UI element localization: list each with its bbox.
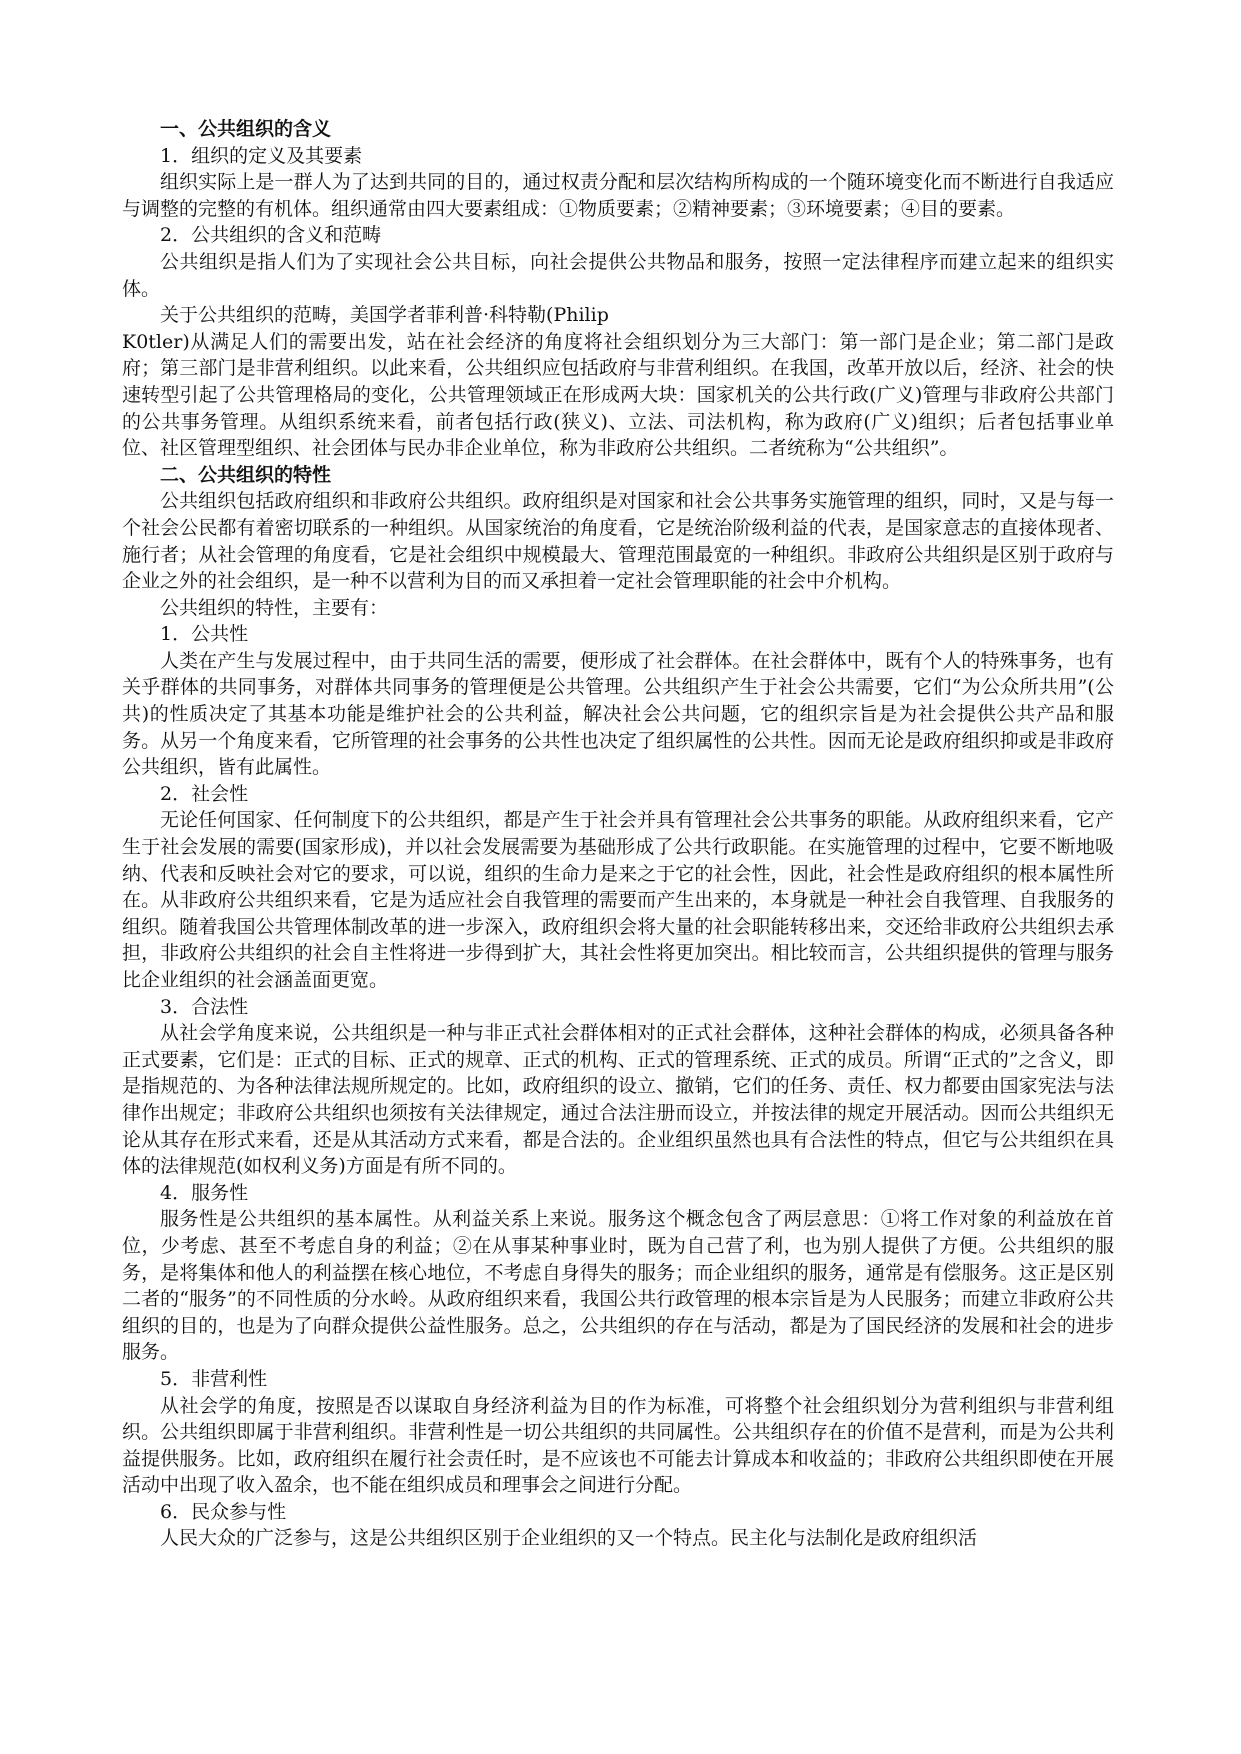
subheading-sociality: 2．社会性 <box>160 782 249 805</box>
paragraph-kotler-intro: 关于公共组织的范畴，美国学者菲利普·科特勒(Philip <box>160 304 609 327</box>
paragraph-sociality: 无论任何国家、任何制度下的公共组织，都是产生于社会并具有管理社会公共事务的职能。从政府组织来看，它产生于社会发展的需要(国家形成)，并以社会发展需要为基础形成了公共行政职能。在实施管理的过程中，它要不断地吸纳、代表和反映社会对它的要求，可以说，组织的生命力是来之于它的社会性，因此，社会性是政府组织的根本属性所在。从非政府公共组织来看，它是为适应社会自我管理的需要而产生出来的，本身就是一种社会自我管理、自我服务的组织。随着我国公共管理体制改革的进一步深入，政府组织会将大量的社会职能转移出来，交还给非政府公共组织去承担，非政府公共组织的社会自主性将进一步得到扩大，其社会性将更加突出。相比较而言，公共组织提供的管理与服务比企业组织的社会涵盖面更宽。 <box>122 809 1114 991</box>
subheading-definition: 1．组织的定义及其要素 <box>160 144 363 167</box>
paragraph-legality: 从社会学角度来说，公共组织是一种与非正式社会群体相对的正式社会群体，这种社会群体的构成，必须具备各种正式要素，它们是：正式的目标、正式的规章、正式的机构、正式的管理系统、正式的成员。所谓“正式的”之含义，即是指规范的、为各种法律法规所规定的。比如，政府组织的设立、撤销，它们的任务、责任、权力都要由国家宪法与法律作出规定；非政府公共组织也须按有关法律规定，通过合法注册而设立，并按法律的规定开展活动。因而公共组织无论从其存在形式来看，还是从其活动方式来看，都是合法的。企业组织虽然也具有合法性的特点，但它与公共组织在具体的法律规范(如权利义务)方面是有所不同的。 <box>122 1022 1114 1178</box>
section-heading-meaning: 一、公共组织的含义 <box>160 118 332 140</box>
subheading-scope: 2．公共组织的含义和范畴 <box>160 224 382 247</box>
subheading-service: 4．服务性 <box>160 1181 249 1204</box>
subheading-publicness: 1．公共性 <box>160 623 249 646</box>
paragraph-scope: 公共组织是指人们为了实现社会公共目标，向社会提供公共物品和服务，按照一定法律程序而建立起来的组织实体。 <box>122 250 1114 300</box>
paragraph-characteristics-list: 公共组织的特性，主要有： <box>160 596 389 619</box>
paragraph-kotler-body: K0tler)从满足人们的需要出发，站在社会经济的角度将社会组织划分为三大部门：第一部门是企业；第二部门是政府；第三部门是非营利组织。以此来看，公共组织应包括政府与非营利组织。在我国，改革开放以后，经济、社会的快速转型引起了公共管理格局的变化，公共管理领域正在形成两大块：国家机关的公共行政(广义)管理与非政府公共部门的公共事务管理。从组织系统来看，前者包括行政(狭义)、立法、司法机构，称为政府(广义)组织；后者包括事业单位、社区管理型组织、社会团体与民办非企业单位，称为非政府公共组织。二者统称为“公共组织”。 <box>122 330 1114 460</box>
subheading-legality: 3．合法性 <box>160 995 249 1018</box>
paragraph-publicness: 人类在产生与发展过程中，由于共同生活的需要，便形成了社会群体。在社会群体中，既有个人的特殊事务，也有关乎群体的共同事务，对群体共同事务的管理便是公共管理。公共组织产生于社会公共需要，它们“为公众所共用”(公共)的性质决定了其基本功能是维护社会的公共利益，解决社会公共问题，它的组织宗旨是为社会提供公共产品和服务。从另一个角度来看，它所管理的社会事务的公共性也决定了组织属性的公共性。因而无论是政府组织抑或是非政府公共组织，皆有此属性。 <box>122 649 1114 779</box>
paragraph-definition: 组织实际上是一群人为了达到共同的目的，通过权责分配和层次结构所构成的一个随环境变化而不断进行自我适应与调整的完整的有机体。组织通常由四大要素组成：①物质要素；②精神要素；③环境要素；④目的要素。 <box>122 171 1114 220</box>
paragraph-service: 服务性是公共组织的基本属性。从利益关系上来说。服务这个概念包含了两层意思：①将工作对象的利益放在首位，少考虑、甚至不考虑自身的利益；②在从事某种事业时，既为自己营了利，也为别人提供了方便。公共组织的服务，是将集体和他人的利益摆在核心地位，不考虑自身得失的服务；而企业组织的服务，通常是有偿服务。这正是区别二者的“服务”的不同性质的分水岭。从政府组织来看，我国公共行政管理的根本宗旨是为人民服务；而建立非政府公共组织的目的，也是为了向群众提供公益性服务。总之，公共组织的存在与活动，都是为了国民经济的发展和社会的进步服务。 <box>122 1208 1114 1364</box>
paragraph-characteristics-intro: 公共组织包括政府组织和非政府公共组织。政府组织是对国家和社会公共事务实施管理的组织，同时，又是与每一个社会公民都有着密切联系的一种组织。从国家统治的角度看，它是统治阶级利益的代表，是国家意志的直接体现者、施行者；从社会管理的角度看，它是社会组织中规模最大、管理范围最宽的一种组织。非政府公共组织是区别于政府与企业之外的社会组织，是一种不以营利为目的而又承担着一定社会管理职能的社会中介机构。 <box>122 490 1114 593</box>
subheading-participation: 6．民众参与性 <box>160 1500 287 1523</box>
section-heading-characteristics: 二、公共组织的特性 <box>160 463 332 486</box>
paragraph-nonprofit: 从社会学的角度，按照是否以谋取自身经济利益为目的作为标准，可将整个社会组织划分为营利组织与非营利组织。公共组织即属于非营利组织。非营利性是一切公共组织的共同属性。公共组织存在的价值不是营利，而是为公共利益提供服务。比如，政府组织在履行社会责任时，是不应该也不可能去计算成本和收益的；非政府公共组织即使在开展活动中出现了收入盈余，也不能在组织成员和理事会之间进行分配。 <box>122 1394 1114 1497</box>
paragraph-participation: 人民大众的广泛参与，这是公共组织区别于企业组织的又一个特点。民主化与法制化是政府组织活 <box>160 1527 978 1550</box>
document-page <box>122 116 1114 1552</box>
subheading-nonprofit: 5．非营利性 <box>160 1367 268 1390</box>
